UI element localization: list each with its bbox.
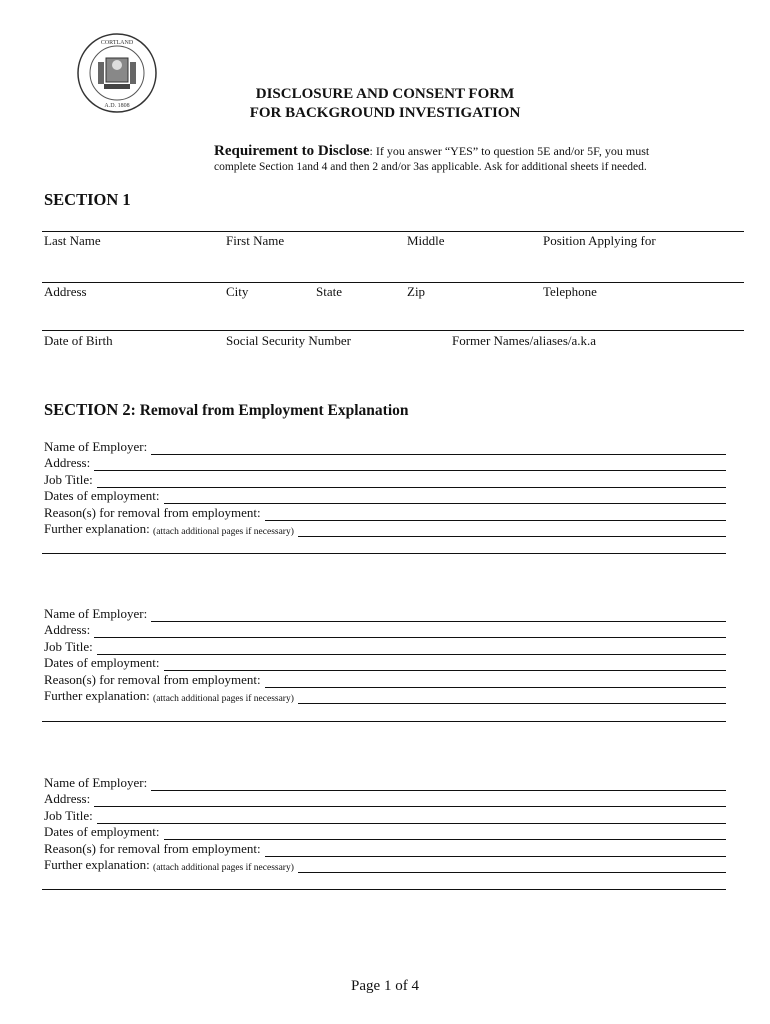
reasons-field[interactable]: Reason(s) for removal from employment: (44, 840, 726, 857)
section2-subtitle: : Removal from Employment Explanation (130, 402, 409, 419)
state-label: State (316, 284, 342, 299)
dates-field[interactable]: Dates of employment: (44, 824, 726, 841)
city-label: City (226, 284, 249, 299)
former-names-label: Former Names/aliases/a.k.a (452, 333, 597, 348)
middle-label: Middle (407, 233, 445, 248)
explanation-line[interactable] (42, 721, 726, 722)
position-label: Position Applying for (543, 233, 656, 248)
svg-text:CORTLAND: CORTLAND (100, 40, 134, 46)
reasons-field[interactable]: Reason(s) for removal from employment: (44, 504, 726, 521)
section1-rule-2 (42, 282, 744, 283)
section1-rule-3 (42, 330, 744, 331)
job-title-field[interactable]: Job Title: (44, 638, 726, 655)
section2-heading: SECTION 2 (44, 400, 131, 419)
section2-title (44, 400, 409, 420)
last-name-label: Last Name (44, 233, 101, 248)
svg-text:A.D. 1808: A.D. 1808 (104, 103, 130, 109)
employer-field[interactable]: Name of Employer: (44, 605, 726, 622)
explanation-line[interactable] (42, 889, 726, 890)
explanation-line[interactable] (42, 553, 726, 554)
section1-rule-top (42, 231, 744, 232)
employer-field[interactable]: Name of Employer: (44, 438, 726, 455)
address-field[interactable]: Address: (44, 455, 726, 472)
further-explanation-field[interactable]: Further explanation: (attach additional pages if necessary) (44, 857, 726, 874)
job-title-field[interactable]: Job Title: (44, 807, 726, 824)
address-field[interactable]: Address: (44, 791, 726, 808)
ssn-label: Social Security Number (226, 333, 351, 348)
job-title-field[interactable]: Job Title: (44, 471, 726, 488)
form-title-line2: FOR BACKGROUND INVESTIGATION (249, 105, 521, 121)
zip-label: Zip (407, 284, 426, 299)
dates-field[interactable]: Dates of employment: (44, 488, 726, 505)
further-explanation-field[interactable]: Further explanation: (attach additional pages if necessary) (44, 521, 726, 538)
reasons-field[interactable]: Reason(s) for removal from employment: (44, 671, 726, 688)
first-name-label: First Name (226, 233, 285, 248)
requirement-heading: Requirement to Disclose (214, 143, 370, 159)
section1-title: SECTION 1 (44, 190, 131, 209)
dob-label: Date of Birth (44, 333, 113, 348)
requirement-line1 (214, 143, 649, 160)
requirement-line2: complete Section 1and 4 and then 2 and/or 3as applicable. Ask for additional sheets if needed. (214, 161, 647, 173)
employer-field[interactable]: Name of Employer: (44, 774, 726, 791)
form-title-line1: DISCLOSURE AND CONSENT FORM (255, 86, 515, 102)
page-number: Page 1 of 4 (351, 978, 419, 994)
further-explanation-field[interactable]: Further explanation: (attach additional pages if necessary) (44, 688, 726, 705)
address-field[interactable]: Address: (44, 622, 726, 639)
dates-field[interactable]: Dates of employment: (44, 655, 726, 672)
address-label: Address (44, 284, 87, 299)
requirement-text1: : If you answer “YES” to question 5E and/or 5F, you must (369, 144, 650, 158)
telephone-label: Telephone (543, 284, 597, 299)
